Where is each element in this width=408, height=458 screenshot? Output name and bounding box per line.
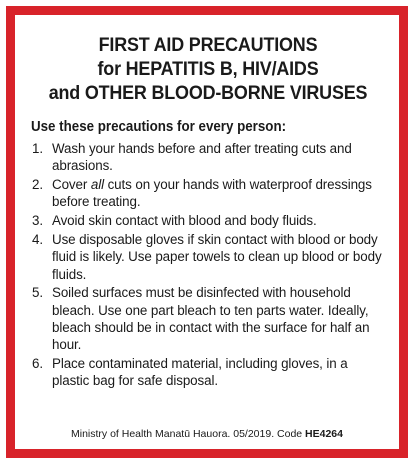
list-item-number: 3. xyxy=(32,213,43,229)
list-item xyxy=(31,355,385,390)
first-aid-sign xyxy=(6,6,408,458)
list-item-number: 4. xyxy=(32,231,43,247)
title-line-3: and OTHER BLOOD-BORNE VIRUSES xyxy=(48,82,368,104)
list-item xyxy=(31,140,385,175)
title-line-1: FIRST AID PRECAUTIONS xyxy=(98,34,318,56)
list-item xyxy=(31,212,385,229)
list-item xyxy=(31,231,385,283)
title-line-2: for HEPATITIS B, HIV/AIDS xyxy=(97,58,319,80)
list-item-text-before: Cover xyxy=(52,177,91,193)
list-item-number: 2. xyxy=(32,177,43,193)
list-item-text: Place contaminated material, including gloves, in a plastic bag for safe disposal. xyxy=(52,356,348,389)
footer-code: HE4264 xyxy=(305,428,343,440)
footer-credit: Ministry of Health Manatū Hauora. 05/2019. Code xyxy=(71,428,306,440)
list-item-text: Soiled surfaces must be disinfected with household bleach. Use one part bleach to ten parts water. Ideally, bleach should be in contact with the surface for half an hour. xyxy=(52,285,370,353)
sign-title xyxy=(45,33,371,105)
list-item-number: 6. xyxy=(32,356,43,372)
intro-heading: Use these precautions for every person: xyxy=(31,119,287,135)
sign-content xyxy=(15,15,399,449)
list-item-number: 5. xyxy=(32,285,43,301)
emphasis-all: all xyxy=(90,177,104,193)
list-item-text xyxy=(52,176,385,211)
list-item-text: Use disposable gloves if skin contact with blood or body fluid is likely. Use paper towels to clean up blood or body fluids. xyxy=(52,231,382,282)
list-item xyxy=(31,176,385,211)
list-item xyxy=(31,284,385,353)
list-item-text: Avoid skin contact with blood and body fluids. xyxy=(52,213,317,229)
precautions-list xyxy=(31,140,385,390)
sign-footer xyxy=(15,428,399,441)
list-item-text: Wash your hands before and after treating cuts and abrasions. xyxy=(52,141,352,174)
list-item-text-after: cuts on your hands with waterproof dressings before treating. xyxy=(52,177,372,210)
list-item-number: 1. xyxy=(32,141,43,156)
